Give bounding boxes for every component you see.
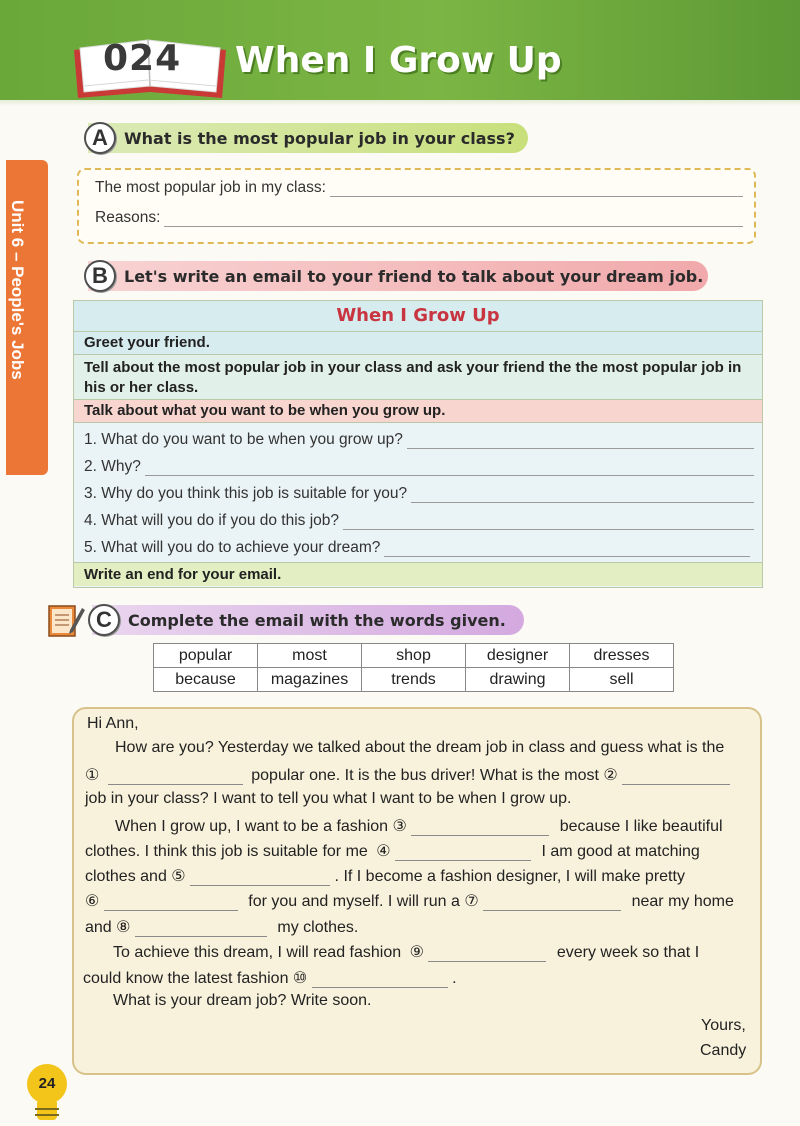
email-text: When I grow up, I want to be a fashion <box>115 818 389 835</box>
blank-9-number: ⑨ <box>409 944 424 961</box>
email-line-1: How are you? Yesterday we talked about the dream job in class and guess what is the <box>115 739 725 756</box>
blank-5-number: ⑤ <box>171 868 186 885</box>
section-c-label <box>92 605 524 635</box>
bulb-base <box>37 1102 57 1120</box>
email-text: I am good at matching <box>541 843 700 860</box>
email-text: . <box>452 970 457 987</box>
blank-2-number: ② <box>603 767 618 784</box>
email-line-8 <box>85 917 358 937</box>
email-text: clothes. I think this job is suitable for me <box>85 843 368 860</box>
section-a-prompt: What is the most popular job in your class? <box>124 128 515 148</box>
question-4 <box>84 512 754 530</box>
word-bank-cell: sell <box>570 668 674 692</box>
popular-job-input[interactable] <box>330 180 743 197</box>
blank-8-input[interactable] <box>135 919 267 937</box>
question-1-input[interactable] <box>407 432 754 449</box>
email-text: near my home <box>631 893 734 910</box>
word-bank-cell: most <box>258 644 362 668</box>
question-3-input[interactable] <box>411 486 754 503</box>
word-bank-cell: magazines <box>258 668 362 692</box>
email-text: every week so that I <box>556 944 700 961</box>
question-1-text: 1. What do you want to be when you grow up? <box>84 431 403 448</box>
word-bank-cell: trends <box>362 668 466 692</box>
section-b-badge: B <box>84 260 116 292</box>
blank-6-input[interactable] <box>104 893 238 911</box>
email-line-4 <box>115 816 723 836</box>
email-line-10 <box>83 968 457 988</box>
blank-5-input[interactable] <box>190 868 330 886</box>
word-bank-cell: because <box>154 668 258 692</box>
email-line-11: What is your dream job? Write soon. <box>113 992 372 1009</box>
question-5 <box>84 539 750 557</box>
section-b-label <box>88 261 708 291</box>
email-text: and <box>85 919 112 936</box>
word-bank-cell: designer <box>466 644 570 668</box>
outline-table-title: When I Grow Up <box>74 301 762 331</box>
outline-greet: Greet your friend. <box>74 332 762 354</box>
email-line-7 <box>85 891 734 911</box>
word-bank-row <box>154 668 674 692</box>
blank-1-number: ① <box>85 767 100 784</box>
question-5-text: 5. What will you do to achieve your dream? <box>84 539 381 556</box>
section-a-line2-label: Reasons: <box>95 209 161 226</box>
blank-7-number: ⑦ <box>464 893 479 910</box>
blank-10-input[interactable] <box>312 970 448 988</box>
email-greeting: Hi Ann, <box>87 715 139 732</box>
email-text: for you and myself. I will run a <box>248 893 460 910</box>
word-bank-row <box>154 644 674 668</box>
email-text: could know the latest fashion <box>83 970 289 987</box>
blank-7-input[interactable] <box>483 893 621 911</box>
email-line-3: job in your class? I want to tell you what I want to be when I grow up. <box>85 790 572 807</box>
section-c-prompt: Complete the email with the words given. <box>128 610 506 630</box>
section-a-line2 <box>95 209 743 227</box>
word-bank-cell: drawing <box>466 668 570 692</box>
blank-4-input[interactable] <box>395 843 531 861</box>
word-bank-cell: dresses <box>570 644 674 668</box>
section-c-badge: C <box>88 604 120 636</box>
blank-1-input[interactable] <box>108 767 243 785</box>
unit-side-tab-label: Unit 6 – People's Jobs <box>8 200 27 380</box>
outline-tell: Tell about the most popular job in your class and ask your friend the the most popular job in his or her class. <box>74 355 762 399</box>
question-4-text: 4. What will you do if you do this job? <box>84 512 340 529</box>
blank-10-number: ⑩ <box>292 970 308 987</box>
email-line-6 <box>85 866 685 886</box>
question-4-input[interactable] <box>343 513 754 530</box>
blank-4-number: ④ <box>376 843 391 860</box>
email-text: popular one. It is the bus driver! What is the most <box>251 767 599 784</box>
email-line-9 <box>113 942 699 962</box>
blank-8-number: ⑧ <box>116 919 131 936</box>
question-3 <box>84 485 754 503</box>
section-a-badge: A <box>84 122 116 154</box>
question-2 <box>84 458 754 476</box>
email-signature: Candy <box>700 1042 747 1059</box>
page-title: When I Grow Up <box>235 40 562 81</box>
bulb-stripe <box>35 1114 59 1116</box>
email-text: To achieve this dream, I will read fashion <box>113 944 402 961</box>
question-3-text: 3. Why do you think this job is suitable for you? <box>84 485 408 502</box>
word-bank <box>153 643 674 692</box>
section-a-label <box>88 123 528 153</box>
blank-9-input[interactable] <box>428 944 546 962</box>
word-bank-cell: shop <box>362 644 466 668</box>
blank-3-input[interactable] <box>411 818 549 836</box>
lesson-number: 024 <box>103 38 182 79</box>
section-a-line1-label: The most popular job in my class: <box>95 179 326 196</box>
question-5-input[interactable] <box>384 540 750 557</box>
question-2-input[interactable] <box>145 459 754 476</box>
reasons-input[interactable] <box>164 210 743 227</box>
section-b-prompt: Let's write an email to your friend to talk about your dream job. <box>124 266 704 286</box>
blank-2-input[interactable] <box>622 767 730 785</box>
blank-3-number: ③ <box>392 818 407 835</box>
notebook-pencil-icon <box>46 602 86 638</box>
bulb-stripe <box>35 1108 59 1110</box>
email-text: . If I become a fashion designer, I will make pretty <box>334 868 685 885</box>
email-text: my clothes. <box>277 919 359 936</box>
question-1 <box>84 431 754 449</box>
email-closing: Yours, <box>701 1017 746 1034</box>
email-line-2 <box>85 765 730 785</box>
section-a-line1 <box>95 179 743 197</box>
word-bank-cell: popular <box>154 644 258 668</box>
email-text: clothes and <box>85 868 167 885</box>
outline-talk: Talk about what you want to be when you grow up. <box>74 400 762 422</box>
outline-end: Write an end for your email. <box>74 563 762 586</box>
blank-6-number: ⑥ <box>85 893 100 910</box>
question-2-text: 2. Why? <box>84 458 141 475</box>
email-text: because I like beautiful <box>559 818 723 835</box>
page-number: 24 <box>27 1064 67 1104</box>
email-outline-table <box>73 300 763 588</box>
email-line-5 <box>85 841 700 861</box>
